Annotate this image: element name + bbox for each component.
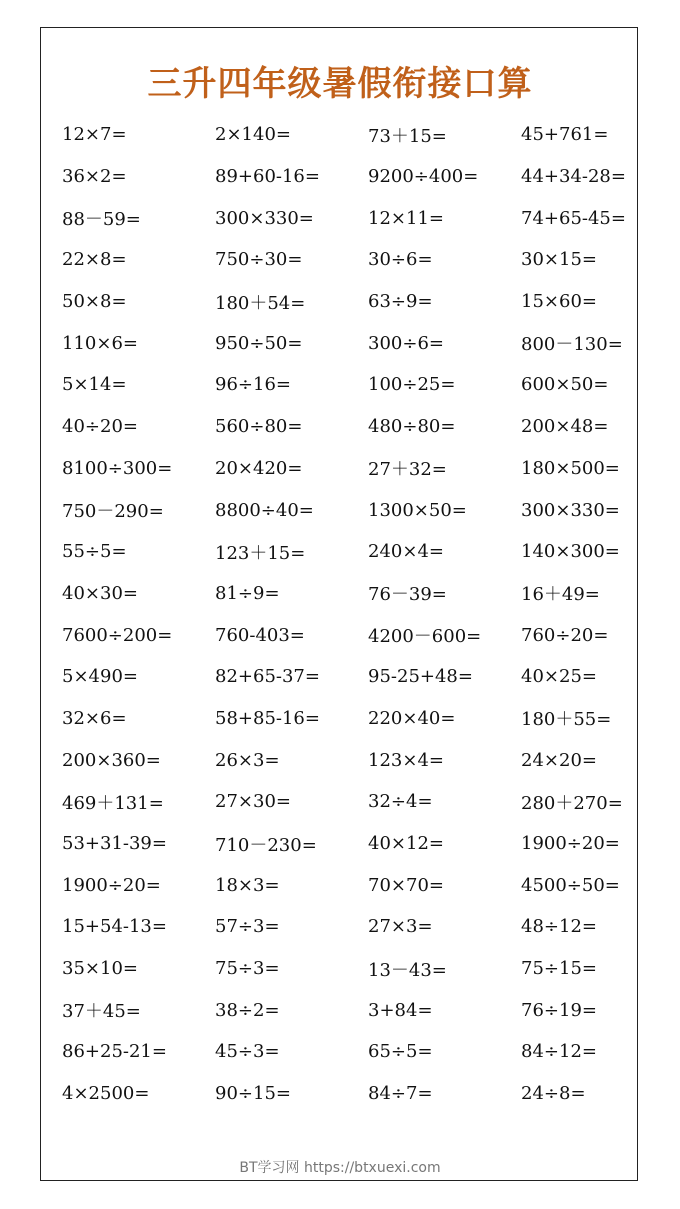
- problem-cell: 38÷2=: [215, 999, 280, 1021]
- problem-cell: 600×50=: [521, 374, 609, 396]
- problem-cell: 90÷15=: [215, 1083, 291, 1105]
- problem-cell: 180＋54=: [215, 292, 306, 314]
- problem-row: [62, 322, 632, 364]
- problem-cell: 1900÷20=: [62, 874, 161, 896]
- problem-row: [62, 823, 632, 865]
- problem-row: [62, 114, 632, 156]
- problem-row: [62, 864, 632, 906]
- problem-cell: 55÷5=: [62, 541, 127, 563]
- problem-cell: 800－130=: [521, 334, 623, 356]
- problem-cell: 2×140=: [215, 124, 291, 146]
- problem-row: [62, 614, 632, 656]
- problem-cell: 82+65-37=: [215, 666, 320, 688]
- problem-cell: 8100÷300=: [62, 457, 173, 479]
- problem-cell: 240×4=: [368, 541, 444, 563]
- problem-cell: 32×6=: [62, 707, 127, 729]
- problem-cell: 76÷19=: [521, 999, 597, 1021]
- problem-cell: 1300×50=: [368, 499, 467, 521]
- problem-cell: 35×10=: [62, 958, 138, 980]
- problem-cell: 110×6=: [62, 332, 138, 354]
- problem-row: [62, 197, 632, 239]
- problem-row: [62, 781, 632, 823]
- problem-cell: 45+761=: [521, 124, 609, 146]
- problem-cell: 88－59=: [62, 209, 141, 231]
- problem-cell: 5×490=: [62, 666, 138, 688]
- problem-cell: 76－39=: [368, 584, 447, 606]
- problem-cell: 750÷30=: [215, 249, 303, 271]
- problem-cell: 1900÷20=: [521, 833, 620, 855]
- problem-cell: 81÷9=: [215, 582, 280, 604]
- problem-cell: 58+85-16=: [215, 707, 320, 729]
- problem-cell: 560÷80=: [215, 416, 303, 438]
- problem-cell: 9200÷400=: [368, 166, 479, 188]
- problem-row: [62, 573, 632, 615]
- problem-cell: 200×48=: [521, 416, 609, 438]
- problem-cell: 123＋15=: [215, 542, 306, 564]
- problem-cell: 4×2500=: [62, 1083, 150, 1105]
- problem-cell: 84÷7=: [368, 1083, 433, 1105]
- problem-cell: 30÷6=: [368, 249, 433, 271]
- problem-cell: 26×3=: [215, 749, 280, 771]
- problem-cell: 65÷5=: [368, 1041, 433, 1063]
- problem-cell: 96÷16=: [215, 374, 291, 396]
- problem-row: [62, 448, 632, 490]
- problem-row: [62, 698, 632, 740]
- problem-cell: 48÷12=: [521, 916, 597, 938]
- problem-cell: 89+60-16=: [215, 166, 320, 188]
- problem-cell: 73＋15=: [368, 125, 447, 147]
- problem-cell: 123×4=: [368, 749, 444, 771]
- problem-cell: 180＋55=: [521, 709, 612, 731]
- problem-cell: 53+31-39=: [62, 833, 167, 855]
- problem-cell: 50×8=: [62, 291, 127, 313]
- problem-cell: 7600÷200=: [62, 624, 173, 646]
- problem-cell: 100÷25=: [368, 374, 456, 396]
- problem-cell: 280＋270=: [521, 792, 623, 814]
- problem-row: [62, 406, 632, 448]
- problem-cell: 36×2=: [62, 166, 127, 188]
- problem-row: [62, 531, 632, 573]
- page-title: 三升四年级暑假衔接口算: [147, 64, 533, 104]
- problem-cell: 12×11=: [368, 207, 444, 229]
- problem-cell: 27×3=: [368, 916, 433, 938]
- problem-cell: 30×15=: [521, 249, 597, 271]
- problem-cell: 20×420=: [215, 457, 303, 479]
- problem-cell: 220×40=: [368, 707, 456, 729]
- problem-cell: 70×70=: [368, 874, 444, 896]
- problem-cell: 24×20=: [521, 749, 597, 771]
- problem-cell: 140×300=: [521, 541, 620, 563]
- problem-row: [62, 489, 632, 531]
- problem-cell: 3+84=: [368, 999, 433, 1021]
- problem-row: [62, 156, 632, 198]
- problem-cell: 16＋49=: [521, 584, 600, 606]
- problem-cell: 13－43=: [368, 959, 447, 981]
- problem-cell: 86+25-21=: [62, 1041, 167, 1063]
- problem-cell: 18×3=: [215, 874, 280, 896]
- problem-cell: 4500÷50=: [521, 874, 620, 896]
- problem-cell: 200×360=: [62, 749, 161, 771]
- problem-cell: 469＋131=: [62, 792, 164, 814]
- problem-cell: 15×60=: [521, 291, 597, 313]
- problem-cell: 22×8=: [62, 249, 127, 271]
- problem-row: [62, 281, 632, 323]
- problem-cell: 710－230=: [215, 834, 317, 856]
- problem-row: [62, 739, 632, 781]
- problem-cell: 57÷3=: [215, 916, 280, 938]
- problem-cell: 180×500=: [521, 457, 620, 479]
- problem-cell: 300×330=: [521, 499, 620, 521]
- problem-cell: 760-403=: [215, 624, 305, 646]
- problem-cell: 63÷9=: [368, 291, 433, 313]
- problem-cell: 95-25+48=: [368, 666, 473, 688]
- problem-cell: 32÷4=: [368, 791, 433, 813]
- problem-cell: 24÷8=: [521, 1083, 586, 1105]
- problem-cell: 5×14=: [62, 374, 127, 396]
- footer-watermark: BT学习网 https://btxuexi.com: [239, 1160, 441, 1176]
- problem-cell: 40×12=: [368, 833, 444, 855]
- problem-cell: 74+65-45=: [521, 207, 626, 229]
- problem-cell: 27＋32=: [368, 459, 447, 481]
- problem-cell: 950÷50=: [215, 332, 303, 354]
- problem-cell: 40÷20=: [62, 416, 138, 438]
- problem-row: [62, 1031, 632, 1073]
- problem-cell: 75÷3=: [215, 958, 280, 980]
- problem-row: [62, 989, 632, 1031]
- problem-cell: 40×25=: [521, 666, 597, 688]
- problem-cell: 27×30=: [215, 791, 291, 813]
- problem-row: [62, 948, 632, 990]
- problem-cell: 8800÷40=: [215, 499, 314, 521]
- problem-cell: 480÷80=: [368, 416, 456, 438]
- problem-cell: 300×330=: [215, 207, 314, 229]
- problem-grid: [62, 114, 632, 1115]
- problem-cell: 84÷12=: [521, 1041, 597, 1063]
- problem-row: [62, 906, 632, 948]
- problem-cell: 40×30=: [62, 582, 138, 604]
- problem-cell: 760÷20=: [521, 624, 609, 646]
- problem-row: [62, 656, 632, 698]
- problem-cell: 750－290=: [62, 501, 164, 523]
- problem-cell: 44+34-28=: [521, 166, 626, 188]
- problem-cell: 45÷3=: [215, 1041, 280, 1063]
- problem-cell: 15+54-13=: [62, 916, 167, 938]
- problem-cell: 37＋45=: [62, 1001, 141, 1023]
- problem-row: [62, 364, 632, 406]
- problem-cell: 4200－600=: [368, 626, 482, 648]
- problem-cell: 12×7=: [62, 124, 127, 146]
- problem-row: [62, 1073, 632, 1115]
- problem-cell: 300÷6=: [368, 332, 444, 354]
- problem-row: [62, 239, 632, 281]
- problem-cell: 75÷15=: [521, 958, 597, 980]
